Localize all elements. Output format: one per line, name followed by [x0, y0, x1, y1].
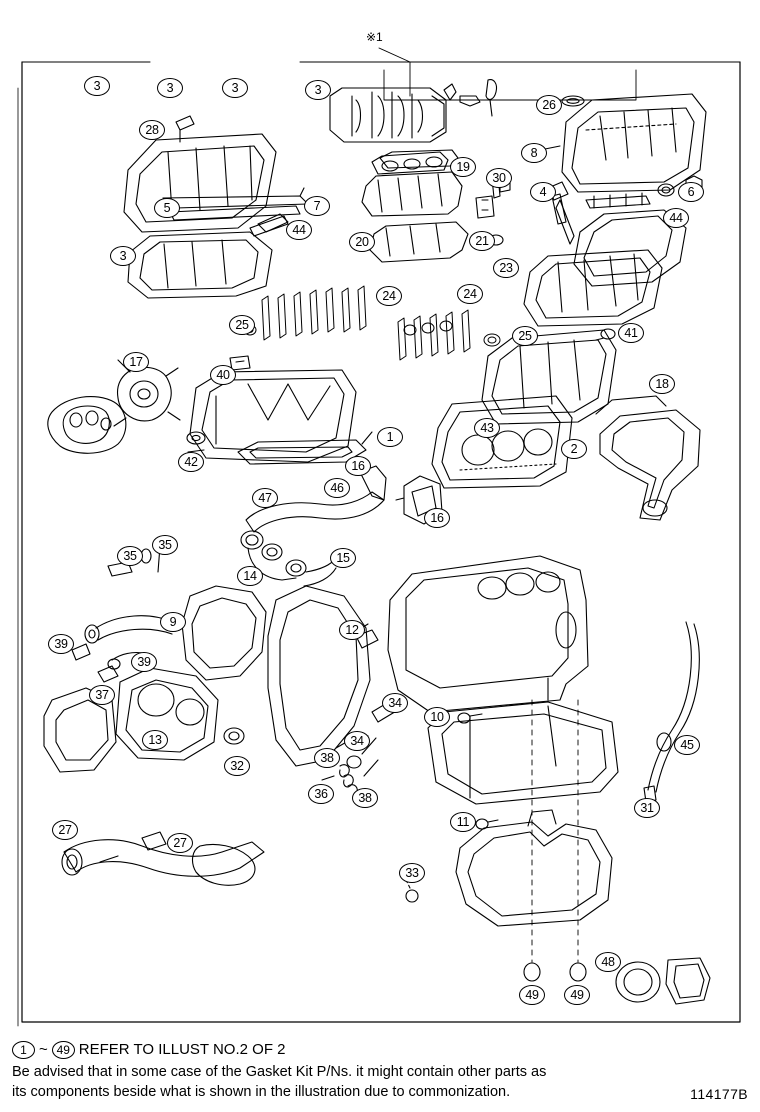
callout-5[interactable]: 5	[154, 198, 180, 218]
callout-45[interactable]: 45	[674, 735, 700, 755]
callout-36[interactable]: 36	[308, 784, 334, 804]
callout-24[interactable]: 24	[376, 286, 402, 306]
callout-1[interactable]: 1	[377, 427, 403, 447]
callout-3[interactable]: 3	[305, 80, 331, 100]
footer-note-line-2: its components beside what is shown in the illustration due to commonization.	[12, 1084, 511, 1100]
footer-first-callout: 1	[12, 1041, 35, 1059]
callout-38[interactable]: 38	[314, 748, 340, 768]
callout-4[interactable]: 4	[530, 182, 556, 202]
callout-16[interactable]: 16	[345, 456, 371, 476]
callout-15[interactable]: 15	[330, 548, 356, 568]
callout-3[interactable]: 3	[84, 76, 110, 96]
callout-40[interactable]: 40	[210, 365, 236, 385]
diagram-footer	[12, 1040, 752, 1102]
callout-27[interactable]: 27	[167, 833, 193, 853]
callout-3[interactable]: 3	[222, 78, 248, 98]
diagram-code: 114177B	[690, 1086, 748, 1102]
callout-31[interactable]: 31	[634, 798, 660, 818]
callout-10[interactable]: 10	[424, 707, 450, 727]
callout-20[interactable]: 20	[349, 232, 375, 252]
callout-44[interactable]: 44	[286, 220, 312, 240]
callout-30[interactable]: 30	[486, 168, 512, 188]
callout-37[interactable]: 37	[89, 685, 115, 705]
callout-49[interactable]: 49	[519, 985, 545, 1005]
callout-44[interactable]: 44	[663, 208, 689, 228]
callout-47[interactable]: 47	[252, 488, 278, 508]
callout-17[interactable]: 17	[123, 352, 149, 372]
callout-18[interactable]: 18	[649, 374, 675, 394]
callout-24[interactable]: 24	[457, 284, 483, 304]
callout-35[interactable]: 35	[117, 546, 143, 566]
callout-41[interactable]: 41	[618, 323, 644, 343]
callout-26[interactable]: 26	[536, 95, 562, 115]
callout-21[interactable]: 21	[469, 231, 495, 251]
footer-refer-text: REFER TO ILLUST NO.2 OF 2	[78, 1041, 286, 1058]
star-note: ※1	[366, 30, 383, 44]
callout-28[interactable]: 28	[139, 120, 165, 140]
callout-32[interactable]: 32	[224, 756, 250, 776]
callout-6[interactable]: 6	[678, 182, 704, 202]
callout-3[interactable]: 3	[157, 78, 183, 98]
callout-49[interactable]: 49	[564, 985, 590, 1005]
callout-25[interactable]: 25	[229, 315, 255, 335]
callout-43[interactable]: 43	[474, 418, 500, 438]
callout-7[interactable]: 7	[304, 196, 330, 216]
callout-34[interactable]: 34	[344, 731, 370, 751]
callout-39[interactable]: 39	[48, 634, 74, 654]
callout-12[interactable]: 12	[339, 620, 365, 640]
footer-tilde: ~	[39, 1041, 48, 1058]
callout-35[interactable]: 35	[152, 535, 178, 555]
callout-23[interactable]: 23	[493, 258, 519, 278]
callout-25[interactable]: 25	[512, 326, 538, 346]
callout-27[interactable]: 27	[52, 820, 78, 840]
callout-46[interactable]: 46	[324, 478, 350, 498]
callout-38[interactable]: 38	[352, 788, 378, 808]
footer-last-callout: 49	[52, 1041, 75, 1059]
callout-8[interactable]: 8	[521, 143, 547, 163]
callout-16[interactable]: 16	[424, 508, 450, 528]
callout-19[interactable]: 19	[450, 157, 476, 177]
callout-2[interactable]: 2	[561, 439, 587, 459]
callout-48[interactable]: 48	[595, 952, 621, 972]
callout-13[interactable]: 13	[142, 730, 168, 750]
callout-3[interactable]: 3	[110, 246, 136, 266]
callout-33[interactable]: 33	[399, 863, 425, 883]
footer-note-line-1: Be advised that in some case of the Gasket Kit P/Ns. it might contain other parts as	[12, 1064, 547, 1080]
callout-14[interactable]: 14	[237, 566, 263, 586]
callout-39[interactable]: 39	[131, 652, 157, 672]
callout-11[interactable]: 11	[450, 812, 476, 832]
callout-9[interactable]: 9	[160, 612, 186, 632]
footer-refer-line	[12, 1040, 752, 1059]
callout-34[interactable]: 34	[382, 693, 408, 713]
callout-42[interactable]: 42	[178, 452, 204, 472]
